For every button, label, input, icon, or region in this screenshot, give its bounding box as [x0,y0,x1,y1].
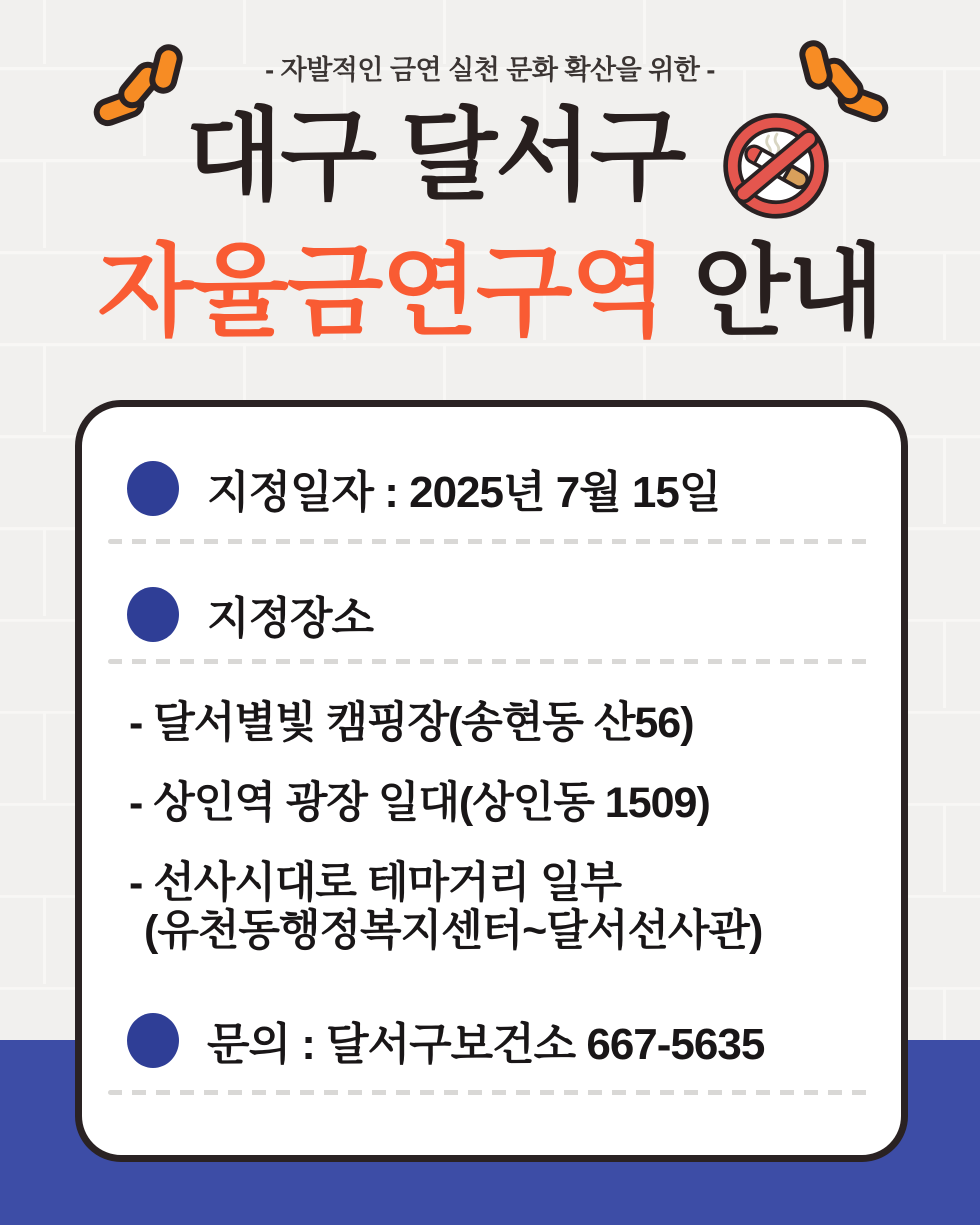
main-title-line1: 대구 달서구 [185,100,685,212]
no-smoking-icon [720,108,832,220]
designation-place-row [127,584,873,644]
designation-date-row [127,458,873,518]
designation-date-text: 지정일자 : 2025년 7월 15일 [207,468,721,517]
tagline: - 자발적인 금연 실천 문화 확산을 위한 - [265,55,715,85]
main-title-line2 [0,236,980,348]
dashed-divider [108,539,875,544]
bullet-dot-icon [127,461,179,516]
bullet-dot-icon [127,1013,179,1068]
info-card [75,400,908,1162]
title-highlight: 자율금연구역 [97,236,666,348]
place-item-continuation: (유천동행정복지센터~달서선사관) [144,906,763,955]
place-item: - 달서별빛 캠핑장(송현동 산56) [129,698,694,747]
dashed-divider [108,659,875,664]
designation-place-label: 지정장소 [207,594,374,643]
dashed-divider [108,1090,875,1095]
place-item: - 선사시대로 테마거리 일부 [129,858,622,907]
contact-text: 문의 : 달서구보건소 667-5635 [207,1020,765,1069]
contact-row [127,1010,873,1070]
bullet-dot-icon [127,587,179,642]
title-rest: 안내 [693,236,883,348]
place-item: - 상인역 광장 일대(상인동 1509) [129,778,710,827]
